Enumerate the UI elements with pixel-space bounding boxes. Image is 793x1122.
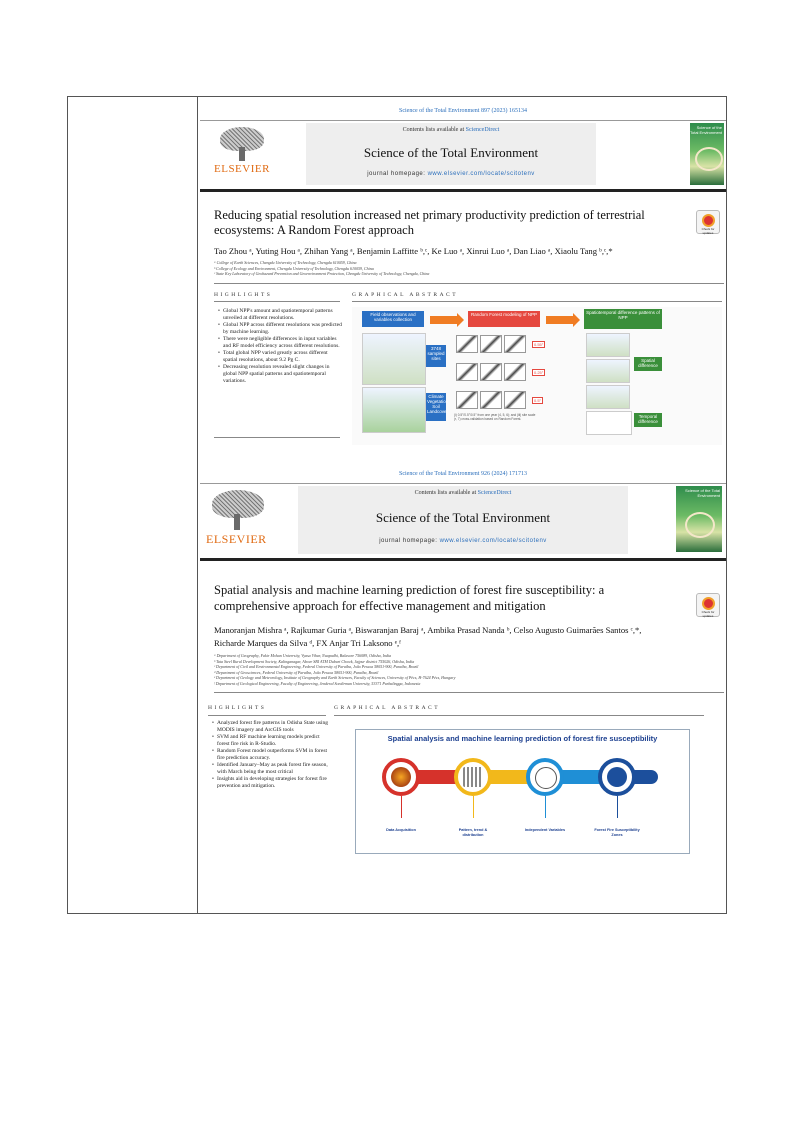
highlights-heading: HIGHLIGHTS <box>214 291 273 298</box>
resolution-badge: 0.55° <box>534 341 544 347</box>
cover-ring-icon <box>685 512 715 538</box>
npp-map <box>586 385 630 409</box>
ga-rf-box: Random Forest modeling of NPP <box>468 311 540 327</box>
bar-chart-icon <box>454 758 492 796</box>
homepage-link[interactable]: www.elsevier.com/locate/scitotenv <box>439 538 547 544</box>
affiliations: ᵃ College of Earth Sciences, Chengdu University of Technology, Chengdu 610059, China ᵇ College of Ecology and Environment, Chengdu University of Technology, Chengdu 610059, China ᶜ State Key Laboratory of Geohazard Prevention and Geoenvironment Protection, Chengdu University of Technology, Chengdu, China <box>214 260 430 276</box>
paper-2 <box>200 471 726 865</box>
scatter-plot <box>480 391 502 409</box>
sciencedirect-link[interactable]: ScienceDirect <box>465 127 500 133</box>
journal-ref[interactable]: Science of the Total Environment 926 (2024) 171713 <box>399 471 527 477</box>
scatter-plot <box>456 335 478 353</box>
journal-banner: Contents lists available at ScienceDirect Science of the Total Environment journal homepage: www.elsevier.com/locate/scitotenv <box>298 486 628 554</box>
tree-icon <box>210 490 266 530</box>
highlights-ga-section <box>200 292 726 442</box>
author-list: Tao Zhou ᵃ, Yuting Hou ᵃ, Zhihan Yang ᵃ, Benjamin Laffitte ᵇ,ᶜ, Ke Luo ᵃ, Xinrui Luo ᵃ, Dan Liao ᵃ, Xiaolu Tang ᵇ,ᶜ,* <box>214 246 613 256</box>
list-item: • SVM and RF machine learning models predict forest fire risk in R-Studio. <box>212 734 332 748</box>
paper-1 <box>200 108 726 442</box>
ga-label: Data Acquisition <box>386 828 416 832</box>
elsevier-logo: ELSEVIER <box>206 490 270 547</box>
journal-cover: Science of the Total Environment <box>676 486 722 552</box>
scatter-plot <box>504 335 526 353</box>
list-item: • Analyzed forest fire patterns in Odisha State using MODIS imagery and ArcGIS tools <box>212 720 332 734</box>
scatter-plot <box>480 363 502 381</box>
graphical-abstract <box>352 307 722 445</box>
ga-label: Forest Fire Susceptibility Zones <box>594 828 640 837</box>
ga-label: Pattern, trend & distribution <box>458 828 488 837</box>
fire-icon <box>382 758 420 796</box>
list-item: • Global NPP across different resolutions was predicted by machine learning. <box>218 322 342 336</box>
temporal-chart <box>586 411 632 435</box>
sciencedirect-link[interactable]: ScienceDirect <box>477 490 512 496</box>
check-updates-icon <box>702 597 715 610</box>
highlights-list <box>214 308 342 385</box>
list-item: • Decreasing resolution revealed slight changes in global NPP spatial patterns and spatiotemporal variations. <box>218 364 342 385</box>
ga-title: Spatial analysis and machine learning prediction of forest fire susceptibility <box>387 734 658 743</box>
list-item: • Total global NPP varied greatly across different spatial resolutions, about 9.2 Pg C. <box>218 350 342 364</box>
ga-caption: (i) 0.5°/0.5°/0.5° from one year (4, 5, 6); and (iii) site scale (r, 7) cross-validation based on Random Forest. <box>454 412 536 421</box>
ga-drivers-box: Climate Vegetation Soil Landcover <box>426 393 446 421</box>
journal-banner: Contents lists available at ScienceDirect Science of the Total Environment journal homepage: www.elsevier.com/locate/scitotenv <box>306 123 596 185</box>
list-item: • Random Forest model outperforms SVM in forest fire prediction accuracy. <box>212 748 332 762</box>
paper-title: Spatial analysis and machine learning prediction of forest fire susceptibility: a comprehensive approach for effective management and mitigation <box>214 583 605 613</box>
scatter-plot <box>456 391 478 409</box>
ga-heading: GRAPHICAL ABSTRACT <box>352 291 459 298</box>
scatter-plot <box>504 363 526 381</box>
scatter-plot <box>480 335 502 353</box>
arrow-icon <box>546 316 574 324</box>
ga-temporal-box: Temporal difference <box>634 413 662 427</box>
scatter-plot <box>504 391 526 409</box>
check-updates-icon <box>702 214 715 227</box>
journal-ref[interactable]: Science of the Total Environment 897 (2023) 165134 <box>399 108 527 114</box>
world-map-landcover <box>362 387 426 433</box>
world-map-sites <box>362 333 426 385</box>
highlights-list <box>208 720 332 790</box>
list-item: • Global NPP's amount and spatiotemporal patterns unveiled at different resolutions. <box>218 308 342 322</box>
check-for-updates-button[interactable]: Check for updates <box>696 593 720 617</box>
ga-sites-box: 3748 sampled sites <box>426 345 446 367</box>
check-for-updates-button[interactable]: Check for updates <box>696 210 720 234</box>
scatter-plot <box>456 363 478 381</box>
list-item: • Identified January–May as peak forest fire season, with March being the most critical <box>212 762 332 776</box>
paper-title: Reducing spatial resolution increased net primary productivity prediction of terrestrial ecosystems: A Random Forest approach <box>214 208 645 237</box>
gauge-icon <box>598 758 636 796</box>
journal-cover: Science of the Total Environment <box>690 123 724 185</box>
cover-ring-icon <box>695 147 723 171</box>
journal-title: Science of the Total Environment <box>363 145 539 160</box>
npp-map <box>586 333 630 357</box>
journal-title: Science of the Total Environment <box>375 510 551 525</box>
resolution-badge: 0.5° <box>534 397 542 403</box>
ga-difference-box: Spatiotemporal difference patterns of NPP <box>584 309 662 329</box>
ga-heading: GRAPHICAL ABSTRACT <box>334 705 441 711</box>
resolution-badge: 0.25° <box>534 369 544 375</box>
gear-head-icon <box>526 758 564 796</box>
ga-spatial-box: Spatial difference <box>634 357 662 371</box>
author-list: Manoranjan Mishra ᵃ, Rajkumar Guria ᵃ, Biswaranjan Baraj ᵃ, Ambika Prasad Nanda ᵇ, Celso Augusto Guimarães Santos ᶜ,*, Richarde Marques da Silva ᵈ, FX Anjar Tri Laksono ᵉ,ᶠ <box>214 625 642 648</box>
highlights-ga-section <box>200 705 726 865</box>
ga-label: Independent Variables <box>524 828 566 832</box>
tree-icon <box>218 127 266 161</box>
masthead <box>200 120 726 192</box>
masthead <box>200 483 726 561</box>
arrow-icon <box>430 316 458 324</box>
affiliations: ᵃ Department of Geography, Fakir Mohan University, Vyasa Vihar, Nuapadhi, Balasore 756089, Odisha, India ᵇ Tata Steel Rural Development Society, Kalinganagar, Above SBI ATM Duburi Chowk, Jajpur district 755026, Odisha, India ᶜ Department of Civil and Environmental Engineering, Federal University of Paraíba, João Pessoa 58051-900, Paraíba, Brazil ᵈ Department of Geosciences, Federal University of Paraíba, João Pessoa 58051-900, Paraíba, Brazil ᵉ Department of Geology and Meteorology, Institute of Geography and Earth Sciences, Faculty of Sciences, University of Pécs, H-7624 Pécs, Hungary ᶠ Department of Geological Engineering, Faculty of Engineering, Jenderal Soedirman University, 53371 Purbalingga, Indonesia <box>214 653 456 686</box>
npp-map <box>586 359 630 383</box>
elsevier-logo: ELSEVIER <box>214 127 278 175</box>
highlights-heading: HIGHLIGHTS <box>208 705 267 711</box>
list-item: • There were negligible differences in input variables and RF model efficiency across different resolutions. <box>218 336 342 350</box>
graphical-abstract <box>355 729 690 854</box>
homepage-link[interactable]: www.elsevier.com/locate/scitotenv <box>427 171 535 177</box>
ga-field-box: Field observations and variables collection <box>362 311 424 327</box>
list-item: • Insights aid in developing strategies for forest fire prevention and mitigation. <box>212 776 332 790</box>
column-divider <box>197 96 198 914</box>
